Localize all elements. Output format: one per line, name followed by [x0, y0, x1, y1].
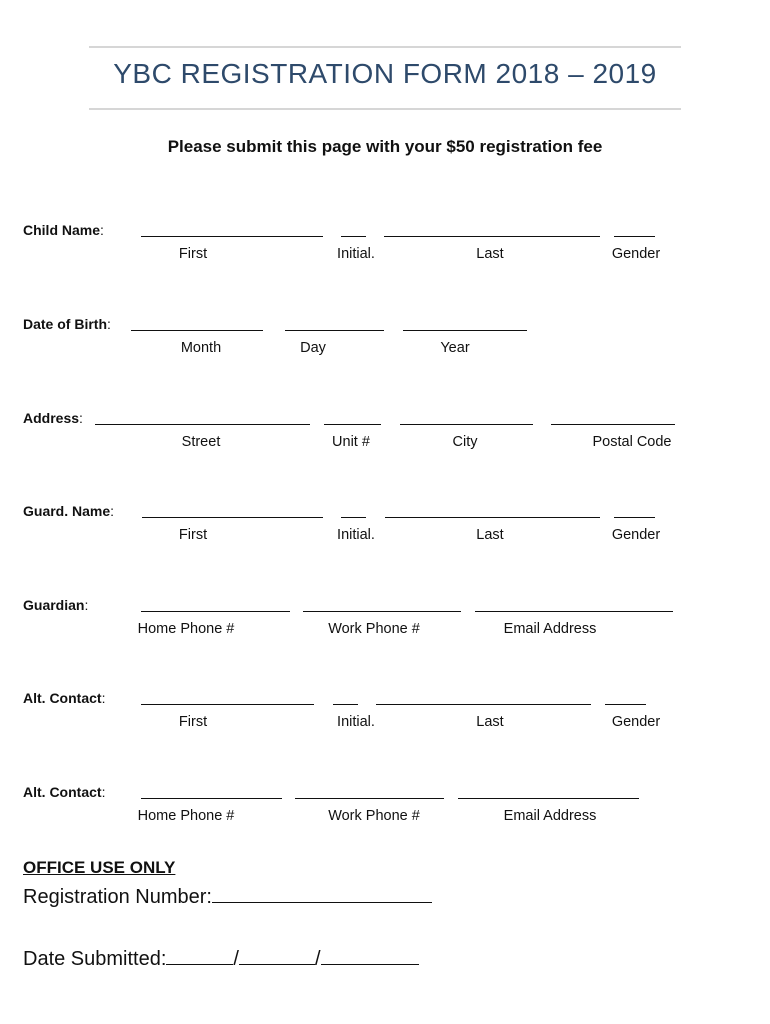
caption-work-phone: Work Phone #: [328, 808, 420, 824]
dob-year-field[interactable]: [403, 330, 527, 331]
street-field[interactable]: [95, 424, 310, 425]
dob-label: Date of Birth:: [23, 316, 111, 332]
caption-year: Year: [440, 340, 470, 356]
city-field[interactable]: [400, 424, 533, 425]
title-rule: [89, 108, 681, 110]
guardian-email-field[interactable]: [475, 611, 673, 612]
caption-first: First: [178, 527, 208, 543]
guardian-last-name-field[interactable]: [385, 517, 600, 518]
fee-instruction: Please submit this page with your $50 registration fee: [167, 137, 603, 156]
date-submitted-day-field[interactable]: [239, 948, 315, 965]
caption-email: Email Address: [503, 621, 597, 637]
guardian-work-phone-field[interactable]: [303, 611, 461, 612]
caption-postal-code: Postal Code: [592, 434, 672, 450]
guardian-initial-field[interactable]: [341, 517, 366, 518]
guardian-gender-field[interactable]: [614, 517, 655, 518]
guardian-name-label: Guard. Name:: [23, 503, 115, 519]
caption-street: Street: [181, 434, 221, 450]
caption-initial: Initial.: [337, 527, 375, 543]
caption-work-phone: Work Phone #: [328, 621, 420, 637]
date-submitted-month-field[interactable]: [166, 948, 233, 965]
page-title: YBC REGISTRATION FORM 2018 – 2019: [113, 58, 657, 89]
dob-day-field[interactable]: [285, 330, 384, 331]
address-label: Address:: [23, 410, 83, 426]
caption-gender: Gender: [611, 714, 661, 730]
caption-city: City: [452, 434, 478, 450]
alt-initial-field[interactable]: [333, 704, 358, 705]
alt-first-name-field[interactable]: [141, 704, 314, 705]
alt-work-phone-field[interactable]: [295, 798, 444, 799]
alt-email-field[interactable]: [458, 798, 639, 799]
caption-first: First: [178, 246, 208, 262]
caption-last: Last: [476, 527, 504, 543]
unit-field[interactable]: [324, 424, 381, 425]
guardian-first-name-field[interactable]: [142, 517, 323, 518]
date-separator: /: [233, 948, 239, 970]
child-last-name-field[interactable]: [384, 236, 600, 237]
dob-month-field[interactable]: [131, 330, 263, 331]
guardian-home-phone-field[interactable]: [141, 611, 290, 612]
caption-unit: Unit #: [332, 434, 370, 450]
child-initial-field[interactable]: [341, 236, 366, 237]
caption-gender: Gender: [611, 246, 661, 262]
caption-last: Last: [476, 246, 504, 262]
date-submitted-row: [23, 948, 419, 971]
registration-number-row: [23, 886, 432, 909]
caption-initial: Initial.: [337, 246, 375, 262]
office-use-heading: OFFICE USE ONLY: [23, 858, 176, 877]
caption-gender: Gender: [611, 527, 661, 543]
caption-email: Email Address: [503, 808, 597, 824]
caption-home-phone: Home Phone #: [137, 808, 235, 824]
guardian-label: Guardian:: [23, 597, 89, 613]
date-submitted-label: Date Submitted:: [23, 948, 167, 970]
postal-code-field[interactable]: [551, 424, 675, 425]
registration-number-field[interactable]: [212, 886, 432, 903]
caption-home-phone: Home Phone #: [137, 621, 235, 637]
caption-day: Day: [300, 340, 326, 356]
child-name-label: Child Name:: [23, 222, 104, 238]
date-submitted-year-field[interactable]: [321, 948, 419, 965]
date-separator: /: [314, 948, 321, 970]
registration-number-label: Registration Number:: [23, 886, 212, 908]
caption-last: Last: [476, 714, 504, 730]
alt-gender-field[interactable]: [605, 704, 646, 705]
caption-initial: Initial.: [337, 714, 375, 730]
alt-home-phone-field[interactable]: [141, 798, 282, 799]
top-rule: [89, 46, 681, 48]
alt-contact-label: Alt. Contact:: [23, 784, 106, 800]
alt-last-name-field[interactable]: [376, 704, 591, 705]
alt-contact-label: Alt. Contact:: [23, 690, 106, 706]
caption-month: Month: [180, 340, 222, 356]
caption-first: First: [178, 714, 208, 730]
child-gender-field[interactable]: [614, 236, 655, 237]
child-first-name-field[interactable]: [141, 236, 323, 237]
